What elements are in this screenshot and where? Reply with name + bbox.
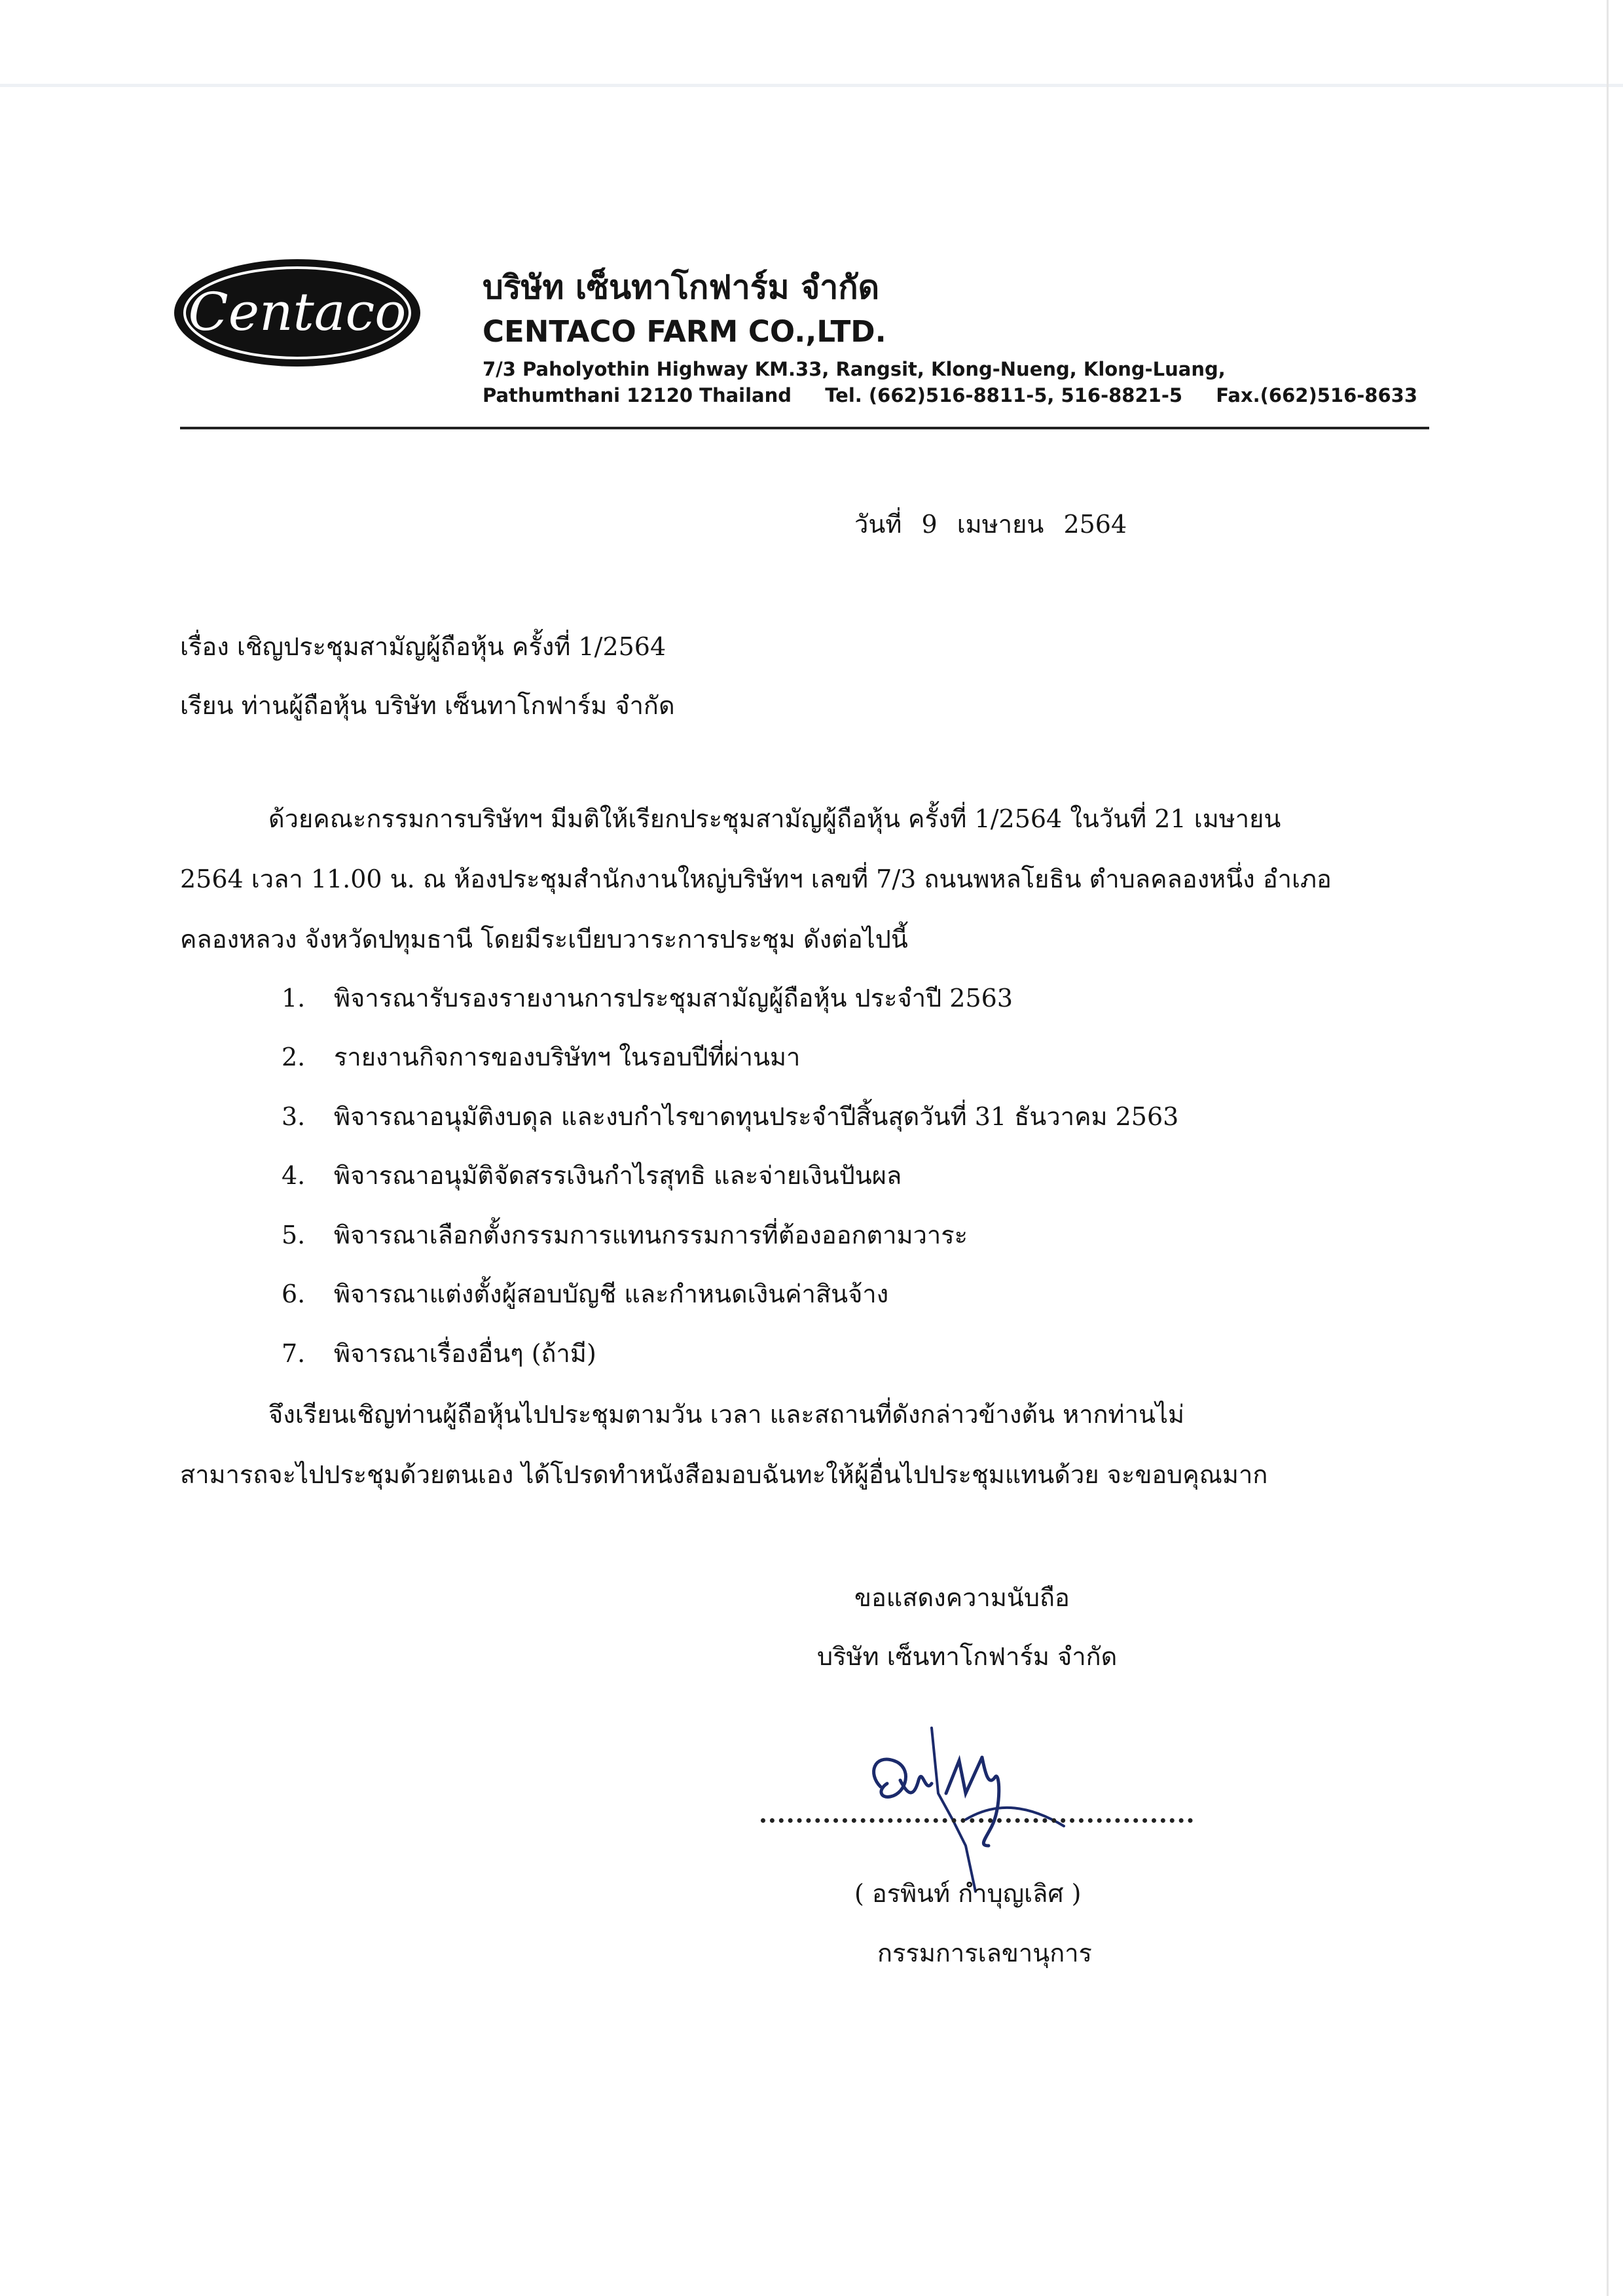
agenda-text: พิจารณาเรื่องอื่นๆ (ถ้ามี)	[334, 1339, 596, 1368]
agenda-text: พิจารณารับรองรายงานการประชุมสามัญผู้ถือหุ้น ประจำปี 2563	[334, 984, 1013, 1013]
address-telephone: Tel. (662)516-8811-5, 516-8821-5	[825, 384, 1183, 406]
letter-recipient: เรียน ท่านผู้ถือหุ้น บริษัท เซ็นทาโกฟาร์ม จำกัด	[180, 691, 675, 720]
signature-dotted-line	[761, 1818, 1193, 1823]
agenda-item	[282, 1037, 800, 1077]
company-address-line2	[483, 384, 1417, 406]
agenda-number: 4.	[282, 1161, 306, 1190]
agenda-number: 6.	[282, 1280, 306, 1308]
closing-salutation: ขอแสดงความนับถือ	[854, 1583, 1070, 1612]
centaco-logo	[172, 257, 423, 369]
agenda-item	[282, 1155, 902, 1195]
company-address-line1: 7/3 Paholyothin Highway KM.33, Rangsit, Klong-Nueng, Klong-Luang,	[483, 358, 1226, 380]
agenda-text: พิจารณาแต่งตั้งผู้สอบบัญชี และกำหนดเงินค่าสินจ้าง	[334, 1280, 889, 1308]
agenda-number: 1.	[282, 984, 306, 1013]
address-fax: Fax.(662)516-8633	[1216, 384, 1417, 406]
signer-name: ( อรพินท์ กำบุญเลิศ )	[854, 1879, 1082, 1908]
agenda-number: 5.	[282, 1221, 306, 1249]
agenda-text: พิจารณาอนุมัติงบดุล และงบกำไรขาดทุนประจำปีสิ้นสุดวันที่ 31 ธันวาคม 2563	[334, 1102, 1179, 1131]
letter-subject: เรื่อง เชิญประชุมสามัญผู้ถือหุ้น ครั้งที่ 1/2564	[180, 632, 666, 661]
agenda-number: 3.	[282, 1102, 306, 1131]
letter-date: วันที่ 9 เมษายน 2564	[854, 510, 1127, 539]
scan-artifact-line	[0, 84, 1623, 87]
agenda-item	[282, 1333, 596, 1373]
agenda-number: 7.	[282, 1339, 306, 1368]
agenda-text: รายงานกิจการของบริษัทฯ ในรอบปีที่ผ่านมา	[334, 1043, 801, 1071]
conclusion-line-1: จึงเรียนเชิญท่านผู้ถือหุ้นไปประชุมตามวัน เวลา และสถานที่ดังกล่าวข้างต้น หากท่านไม่	[268, 1400, 1185, 1429]
company-name-english: CENTACO FARM CO.,LTD.	[483, 314, 886, 349]
agenda-item	[282, 1215, 968, 1255]
agenda-text: พิจารณาอนุมัติจัดสรรเงินกำไรสุทธิ และจ่ายเงินปันผล	[334, 1161, 902, 1190]
letterhead-divider	[180, 427, 1429, 429]
company-name-thai: บริษัท เซ็นทาโกฟาร์ม จำกัด	[483, 268, 880, 306]
closing-company: บริษัท เซ็นทาโกฟาร์ม จำกัด	[817, 1642, 1118, 1671]
agenda-item	[282, 1274, 888, 1314]
scan-artifact-edge	[1607, 0, 1609, 2296]
signer-title: กรรมการเลขานุการ	[877, 1939, 1092, 1967]
agenda-text: พิจารณาเลือกตั้งกรรมการแทนกรรมการที่ต้องออกตามวาระ	[334, 1221, 968, 1249]
address-city: Pathumthani 12120 Thailand	[483, 384, 792, 406]
conclusion-line-2: สามารถจะไปประชุมด้วยตนเอง ได้โปรดทำหนังสือมอบฉันทะให้ผู้อื่นไปประชุมแทนด้วย จะขอบคุณมาก	[180, 1460, 1268, 1489]
agenda-number: 2.	[282, 1043, 306, 1071]
body-line-3: คลองหลวง จังหวัดปทุมธานี โดยมีระเบียบวาระการประชุม ดังต่อไปนี้	[180, 925, 908, 954]
agenda-item	[282, 1096, 1178, 1136]
svg-text:Centaco: Centaco	[188, 281, 407, 342]
body-line-1: ด้วยคณะกรรมการบริษัทฯ มีมติให้เรียกประชุมสามัญผู้ถือหุ้น ครั้งที่ 1/2564 ในวันที่ 21 เมษายน	[268, 804, 1281, 833]
body-line-2: 2564 เวลา 11.00 น. ณ ห้องประชุมสำนักงานใหญ่บริษัทฯ เลขที่ 7/3 ถนนพหลโยธิน ตำบลคลองหนึ่ง อำเภอ	[180, 865, 1332, 893]
agenda-item	[282, 978, 1013, 1018]
